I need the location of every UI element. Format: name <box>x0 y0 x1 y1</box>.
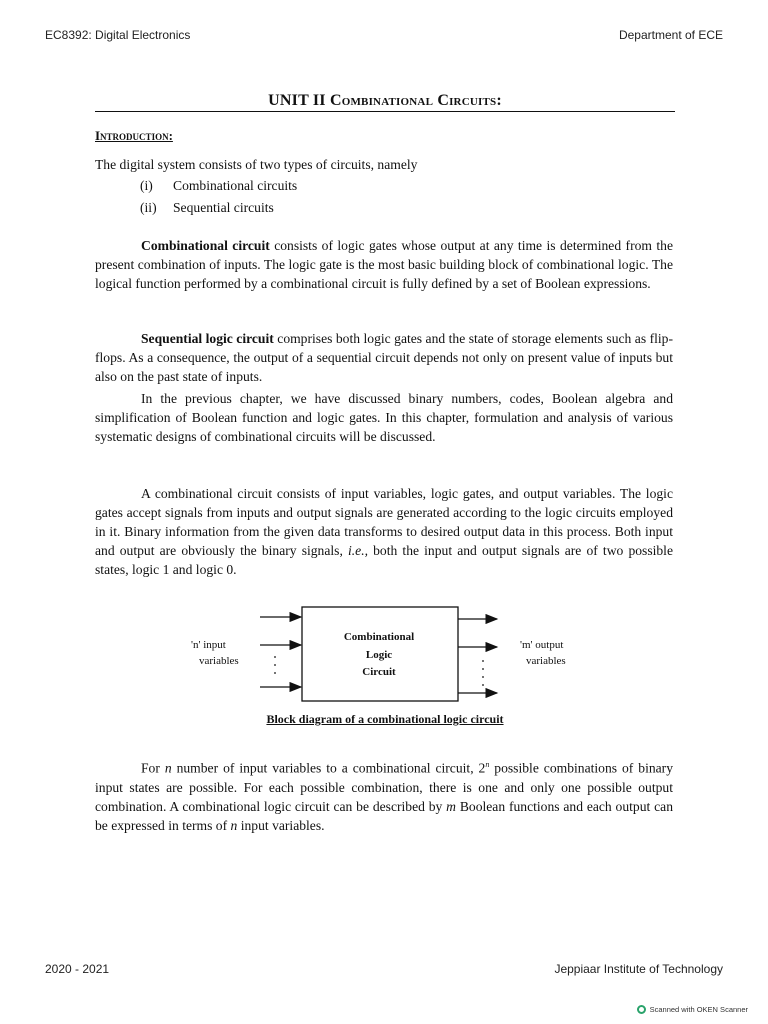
scanner-text: Scanned with OKEN Scanner <box>649 1005 748 1014</box>
list-item-text: Combinational circuits <box>173 178 298 193</box>
scanner-logo-icon <box>637 1005 646 1014</box>
paragraph-final <box>95 755 673 835</box>
term-sequential: Sequential logic circuit <box>141 331 274 346</box>
block-label-line2: Logic <box>365 649 393 661</box>
header-course: EC8392: Digital Electronics <box>45 28 191 42</box>
final-part: Boolean functions and each output can be expressed in terms of <box>95 798 673 833</box>
circuit-types-list <box>140 175 297 219</box>
var-n: n <box>230 817 238 833</box>
list-item <box>140 175 297 197</box>
block-label-line3: Circuit <box>362 666 396 678</box>
paragraph-ie: i.e., <box>347 543 368 558</box>
block-diagram <box>185 605 595 705</box>
var-n: n <box>164 760 172 776</box>
paragraph-part2: both the input and output signals are of two possible states, logic 1 and logic 0. <box>95 543 673 577</box>
output-label-line1: 'm' output <box>520 639 564 651</box>
paragraph-sequential-text: comprises both logic gates and the state of storage elements such as flip-flops. As a consequence, the output of a sequential circuit depends not only on present value of inputs but also on the past state of inputs. <box>95 331 673 384</box>
title-numeral: II <box>312 92 326 109</box>
superscript-n: n <box>485 760 490 769</box>
paragraph-part1: A combinational circuit consists of input variables, logic gates, and output variables. The logic gates accept signals from inputs and output signals are generated according to the logic circuits employed in it. Binary information from the given data transforms to desired output data in this process. Both input and output are obviously the binary signals, <box>95 486 673 558</box>
title-rest: Combinational Circuits: <box>329 92 502 109</box>
paragraph-sequential <box>95 329 673 386</box>
list-item-text: Sequential circuits <box>173 200 274 215</box>
var-m: m <box>446 798 456 814</box>
final-part: For <box>141 760 165 776</box>
unit-title <box>95 92 675 112</box>
diagram-caption <box>95 712 675 727</box>
output-arrows <box>458 619 497 693</box>
title-unit: UNIT <box>268 92 309 109</box>
input-label-line1: 'n' input <box>191 639 226 651</box>
footer-year: 2020 - 2021 <box>45 962 110 976</box>
caption-text: Block diagram of a combinational logic circuit <box>266 712 504 726</box>
input-arrows <box>260 617 301 687</box>
term-combinational: Combinational circuit <box>141 238 270 253</box>
list-item-number: (ii) <box>140 200 157 215</box>
input-label-line2: variables <box>199 655 239 667</box>
final-part: possible combinations of binary input states are possible. For each possible combination, there is one and only one possible output combination. A combinational logic circuit can be described by <box>95 760 673 814</box>
intro-text: The digital system consists of two types of circuits, namely <box>95 157 418 172</box>
final-part: number of input variables to a combinational circuit, 2 <box>171 760 486 776</box>
paragraph-combinational-text: consists of logic gates whose output at any time is determined from the present combination of inputs. The logic gate is the most basic building block of combinational logic. The logical function performed by a combinational circuit is fully defined by a set of Boolean expressions. <box>95 238 673 291</box>
introduction-heading: Introduction: <box>95 128 173 143</box>
paragraph-combinational-circuit <box>95 484 673 579</box>
scanner-watermark <box>637 1005 748 1014</box>
paragraph-combinational <box>95 236 673 293</box>
list-item-number: (i) <box>140 178 153 193</box>
paragraph-previous-chapter: In the previous chapter, we have discussed binary numbers, codes, Boolean algebra and simplification of Boolean function and logic gates. In this chapter, formulation and analysis of various systematic designs of combinational circuits will be discussed. <box>95 391 673 444</box>
header-department: Department of ECE <box>618 28 723 42</box>
footer-institute: Jeppiaar Institute of Technology <box>554 962 723 976</box>
output-label-line2: variables <box>526 655 566 667</box>
block-label-line1: Combinational <box>343 631 415 643</box>
list-item <box>140 197 297 219</box>
final-part: input variables. <box>237 817 325 833</box>
